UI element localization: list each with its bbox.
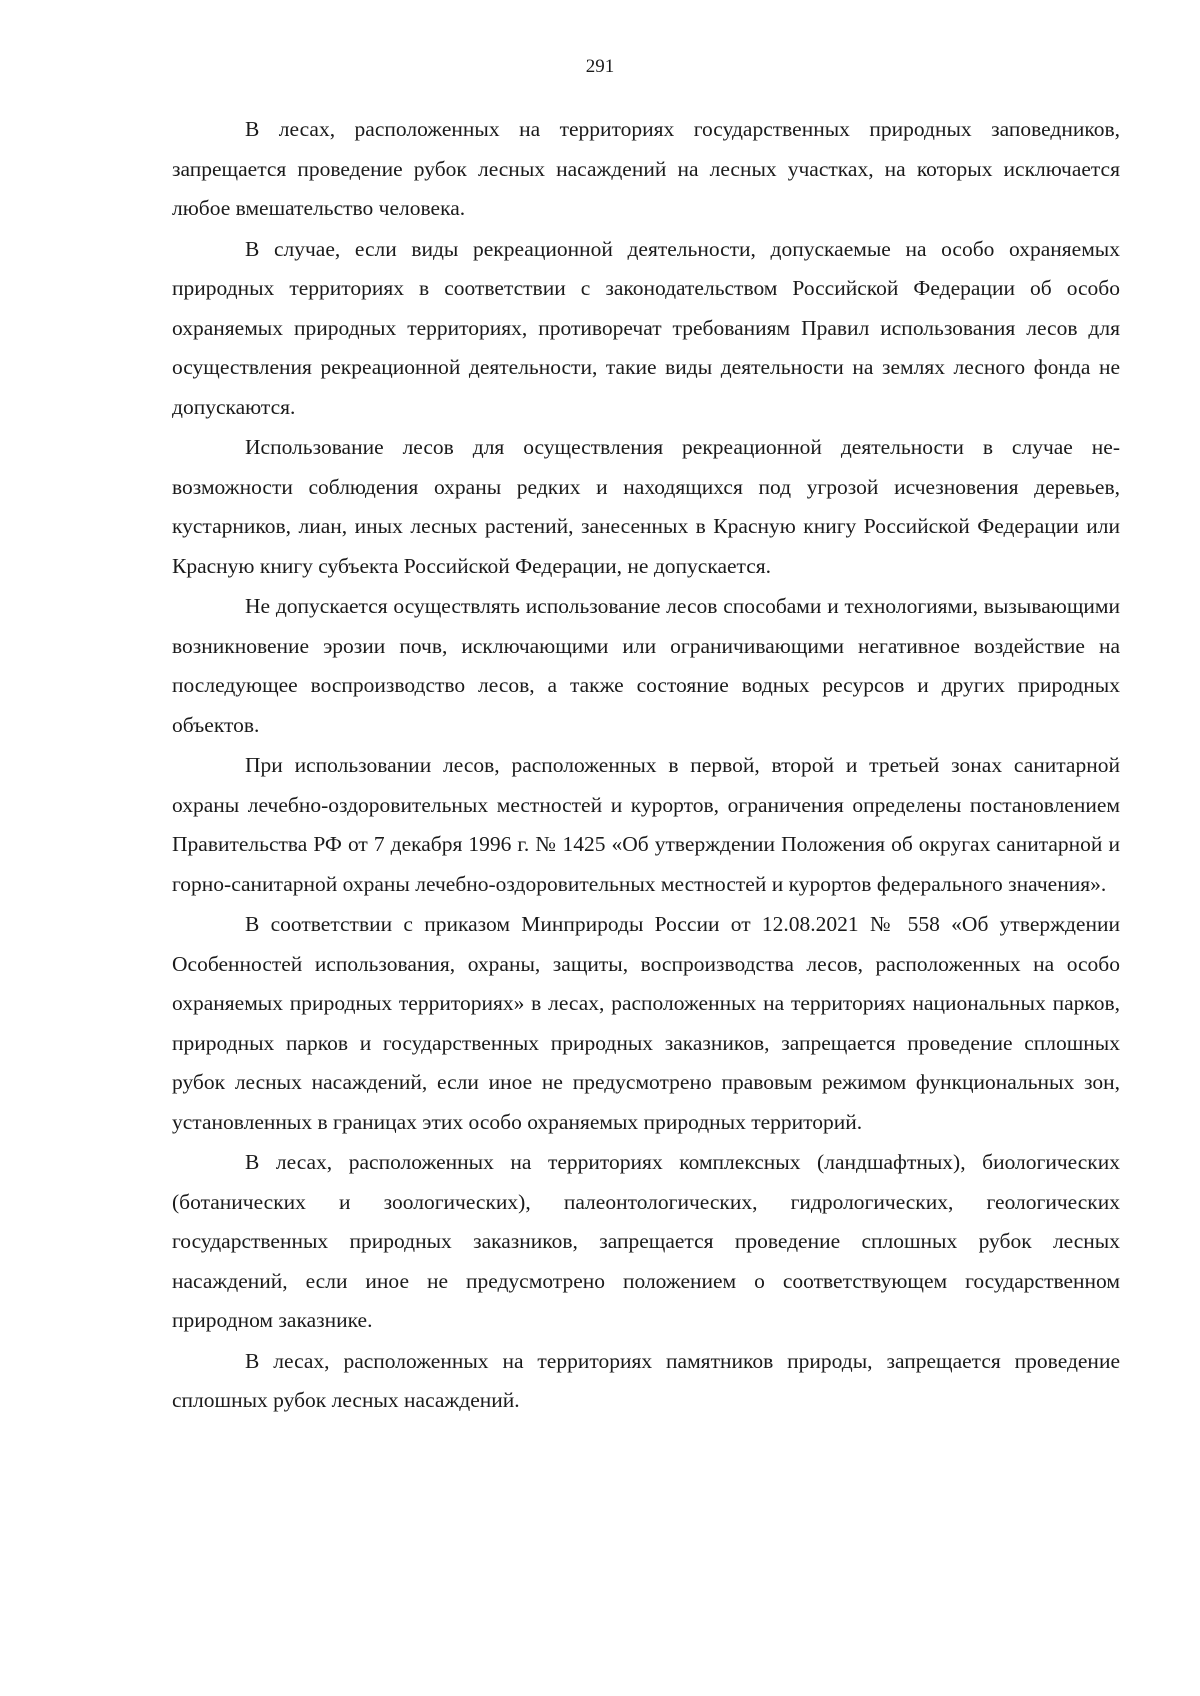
document-body: [172, 110, 1120, 1422]
paragraph-sanitary-zones: При использовании лесов, расположенных в первой, второй и третьей зонах санитарной охраны лечебно-оздоровительных местностей и курортов, ограничения определены постановлением Правительства РФ от 7 декабря 1996 г. № 1425 «Об утверждении Положения об округах санитарной и горно-санитарной охраны лечебно-оздоровительных местностей и курортов федерального значения».: [172, 753, 1120, 896]
paragraph-natural-monuments: В лесах, расположенных на территориях памятников природы, запрещается проведение сплошных рубок лесных насаждений.: [172, 1348, 1120, 1412]
paragraph-ministry-order-558: В соответствии с приказом Минприроды России от 12.08.2021 № 558 «Об утверждении Особенностей использования, охраны, защиты, воспроизводства лесов, расположенных на особо охраняемых природных территориях» в лесах, расположенных на территориях национальных парков, природных парков и государственных природных заказников, запрещается проведение сплошных рубок лесных насаждений, если иное не предусмотрено правовым режимом функциональных зон, установленных в границах этих особо охраняемых природных территорий.: [172, 912, 1120, 1134]
paragraph-red-book-protection: Использование лесов для осуществления рекреационной деятельности в случае невозможности соблюдения охраны редких и находящихся под угрозой исчезновения деревьев, кустарников, лиан, иных лесных растений, занесенных в Красную книгу Российской Федерации или Красную книгу субъекта Российской Федерации, не допускается.: [172, 435, 1120, 578]
paragraph-soil-erosion: Не допускается осуществлять использование лесов способами и технологиями, вызывающими возникновение эрозии почв, исключающими или ограничивающими негативное воздействие на последующее воспроизводство лесов, а также состояние водных ресурсов и других природных объектов.: [172, 594, 1120, 737]
paragraph-recreational-activity: В случае, если виды рекреационной деятельности, допускаемые на особо охраняемых природных территориях в соответствии с законодательством Российской Федерации об особо охраняемых природных территориях, противоречат требованиям Правил использования лесов для осуществления рекреационной деятельности, такие виды деятельности на землях лесного фонда не допускаются.: [172, 236, 1120, 419]
page-number: 291: [585, 56, 615, 77]
paragraph-reserves-cutting-ban: В лесах, расположенных на территориях государственных природных заповедников, запрещается проведение рубок лесных насаждений на лесных участках, на которых исключается любое вмешательство человека.: [172, 117, 1120, 220]
paragraph-nature-sanctuaries: В лесах, расположенных на территориях комплексных (ландшафтных), биологических (ботанических и зоологических), палеонтологических, гидрологических, геологических государственных природных заказников, запрещается проведение сплошных рубок лесных насаждений, если иное не предусмотрено положением о соответствующем государственном природном заказнике.: [172, 1150, 1120, 1332]
